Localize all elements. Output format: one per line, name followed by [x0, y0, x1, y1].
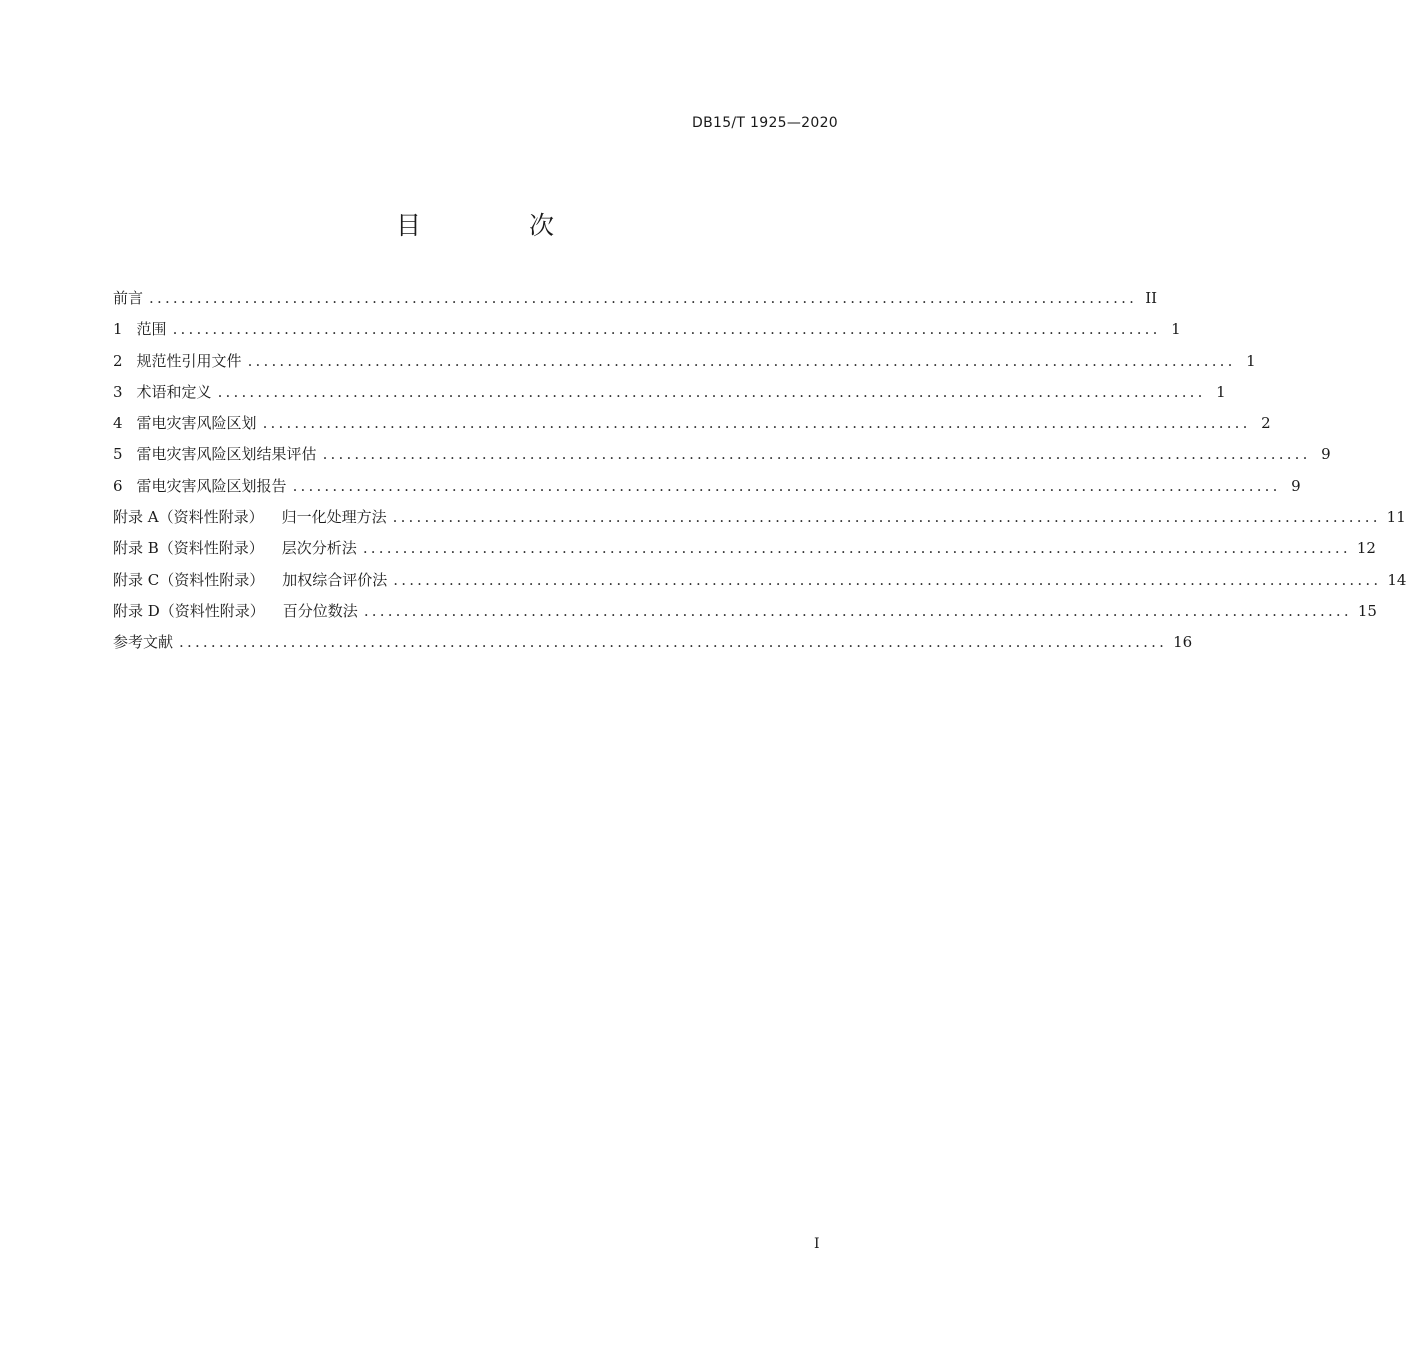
toc-entry-label	[113, 569, 387, 590]
toc-entry-label	[113, 381, 212, 402]
toc-entry-label	[113, 318, 167, 339]
toc-section-number: 2	[113, 351, 123, 370]
toc-appendix-title: 归一化处理方法	[281, 508, 387, 527]
toc-section-number: 5	[113, 445, 123, 464]
toc-appendix-label: 附录 B（资料性附录）	[113, 539, 264, 558]
toc-entry-appendix-d[interactable]	[113, 600, 1377, 631]
toc-entry-normative-references[interactable]	[113, 350, 1256, 381]
toc-entry-scope[interactable]	[113, 318, 1181, 349]
toc-appendix-label: 附录 D（资料性附录）	[113, 601, 265, 620]
toc-dot-leader: ............................................................................................................................	[179, 633, 1168, 652]
toc-entry-zoning-report[interactable]	[113, 475, 1301, 506]
toc-appendix-title: 百分位数法	[282, 601, 358, 620]
toc-section-title: 范围	[136, 320, 167, 339]
toc-page-number: 2	[1261, 414, 1271, 433]
toc-dot-leader: ............................................................................................................................	[149, 289, 1138, 307]
toc-page-number: 1	[1246, 351, 1256, 370]
toc-section-number: 4	[113, 414, 123, 433]
toc-appendix-label: 附录 C（资料性附录）	[113, 570, 265, 589]
toc-dot-leader: ............................................................................................................................	[217, 382, 1206, 401]
page-title: 目 次	[396, 211, 604, 240]
toc-section-title: 雷电灾害风险区划	[136, 414, 257, 433]
toc-dot-leader: ............................................................................................................................	[172, 320, 1161, 339]
toc-section-title: 雷电灾害风险区划结果评估	[136, 445, 317, 464]
toc-entry-label	[113, 443, 317, 464]
toc-page-number: 14	[1387, 570, 1406, 589]
toc-entry-label	[113, 506, 387, 527]
toc-appendix-label: 附录 A（资料性附录）	[113, 508, 264, 527]
toc-entry-appendix-a[interactable]	[113, 506, 1406, 537]
toc-page-number: 15	[1357, 601, 1377, 620]
toc-page-number: II	[1145, 289, 1158, 307]
toc-entry-bibliography[interactable]	[113, 631, 1193, 662]
toc-appendix-title: 层次分析法	[281, 539, 357, 558]
toc-entry-label	[113, 537, 357, 558]
toc-entry-label	[113, 350, 242, 371]
toc-dot-leader: ............................................................................................................................	[292, 476, 1281, 495]
toc-page-number: 1	[1216, 382, 1226, 401]
toc-page-number: 1	[1171, 320, 1181, 339]
toc-dot-leader: ............................................................................................................................	[363, 601, 1352, 620]
toc-page-number: 12	[1356, 539, 1376, 558]
toc-entry-label	[113, 475, 287, 496]
toc-dot-leader: ............................................................................................................................	[393, 570, 1382, 589]
toc-entry-risk-zoning[interactable]	[113, 412, 1271, 443]
toc-page-number: 11	[1386, 508, 1406, 527]
toc-entry-label	[113, 600, 358, 621]
toc-section-number: 6	[113, 476, 123, 495]
toc-entry-label: 前言	[113, 289, 144, 307]
toc-section-number: 3	[113, 382, 123, 401]
toc-section-title: 术语和定义	[136, 382, 212, 401]
toc-dot-leader: ............................................................................................................................	[322, 445, 1311, 464]
toc-entry-appendix-b[interactable]	[113, 537, 1376, 568]
toc-page-number: 16	[1173, 633, 1193, 652]
toc-dot-leader: ............................................................................................................................	[262, 414, 1251, 433]
toc-entry-label: 参考文献	[113, 633, 174, 652]
toc-page-number: 9	[1291, 476, 1301, 495]
toc-entry-zoning-evaluation[interactable]	[113, 443, 1331, 474]
toc-dot-leader: ............................................................................................................................	[247, 351, 1236, 370]
page-number: I	[814, 1236, 820, 1252]
toc-entry-label	[113, 412, 257, 433]
toc-section-number: 1	[113, 320, 123, 339]
toc-entry-foreword[interactable]	[113, 287, 1158, 318]
toc-section-title: 雷电灾害风险区划报告	[136, 476, 287, 495]
toc-page-number: 9	[1321, 445, 1331, 464]
toc-dot-leader: ............................................................................................................................	[362, 539, 1351, 558]
table-of-contents	[113, 287, 1406, 663]
toc-dot-leader: ............................................................................................................................	[392, 508, 1381, 527]
toc-appendix-title: 加权综合评价法	[282, 570, 388, 589]
toc-entry-terms-definitions[interactable]	[113, 381, 1226, 412]
toc-section-title: 规范性引用文件	[136, 351, 242, 370]
toc-entry-appendix-c[interactable]	[113, 569, 1406, 600]
document-code: DB15/T 1925—2020	[692, 115, 838, 131]
